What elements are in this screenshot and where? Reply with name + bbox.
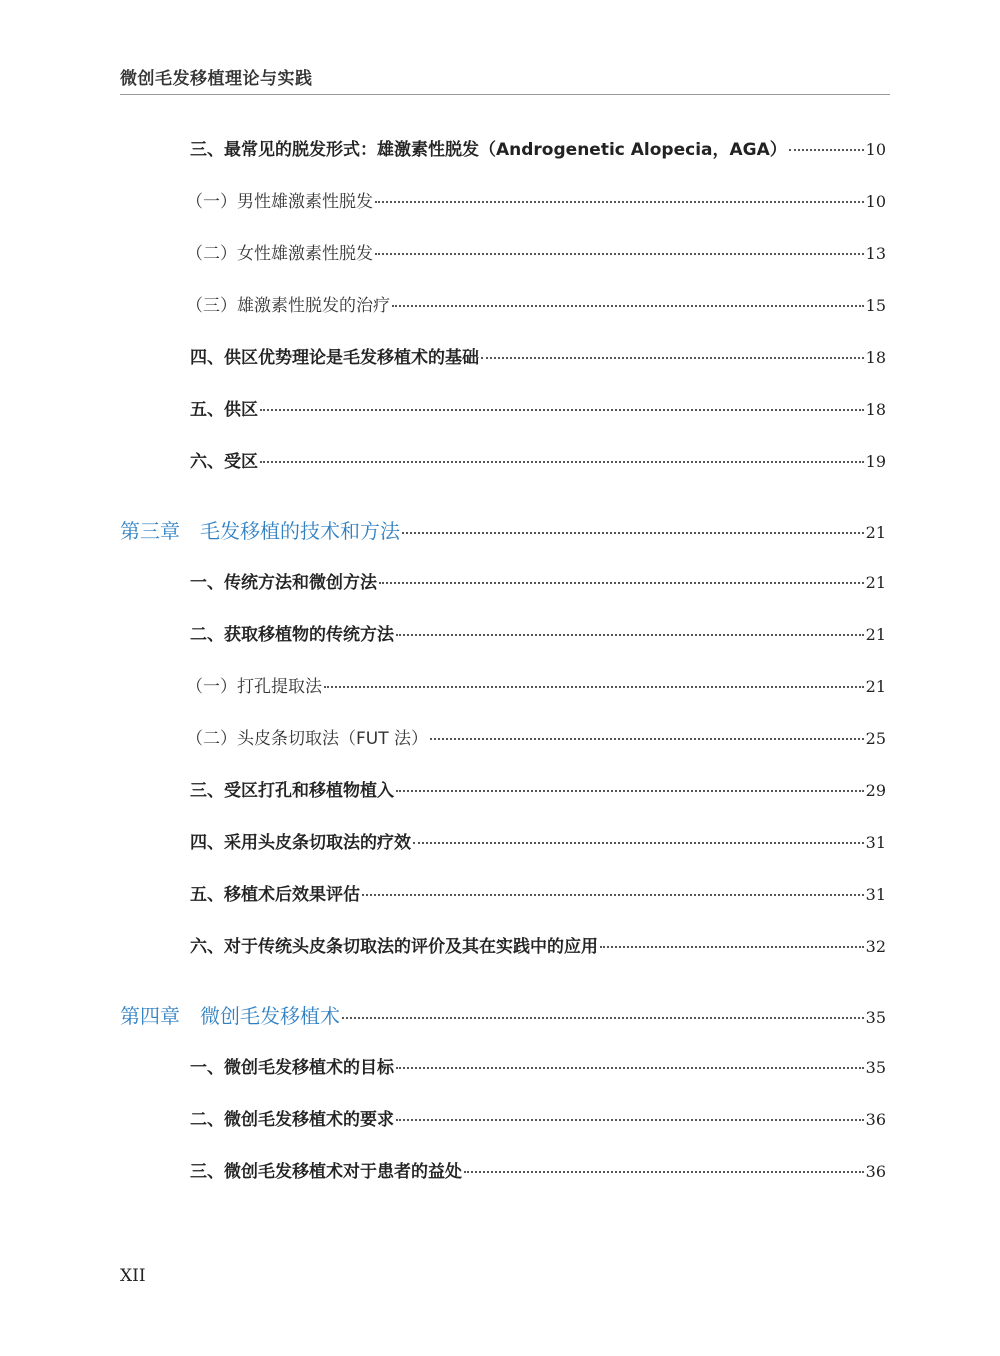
toc-entry[interactable] (190, 1157, 886, 1182)
toc-entry[interactable] (186, 724, 886, 749)
toc-entry[interactable] (190, 1053, 886, 1078)
toc-dot-leader (379, 582, 864, 584)
toc-entry-page: 21 (865, 573, 886, 592)
toc-entry[interactable] (190, 447, 886, 472)
toc-chapter-number: 第三章 (120, 519, 180, 543)
toc-entry[interactable] (190, 135, 886, 160)
toc-entry[interactable] (190, 568, 886, 593)
toc-dot-leader (464, 1171, 864, 1173)
toc-dot-leader (481, 357, 864, 359)
toc-entry-page: 10 (865, 140, 886, 159)
toc-dot-leader (402, 532, 864, 534)
toc-entry-page: 15 (865, 296, 886, 315)
toc-entry-label: 六、受区 (190, 452, 258, 472)
toc-chapter-entry[interactable] (120, 515, 886, 544)
toc-entry-page: 29 (865, 781, 886, 800)
toc-entry[interactable] (190, 395, 886, 420)
toc-entry[interactable] (190, 620, 886, 645)
toc-dot-leader (396, 1119, 864, 1121)
toc-entry-page: 18 (865, 348, 886, 367)
toc-entry-label: 五、移植术后效果评估 (190, 885, 360, 905)
toc-entry-page: 32 (865, 937, 886, 956)
toc-chapter-entry[interactable] (120, 1000, 886, 1029)
toc-entry-page: 31 (865, 833, 886, 852)
toc-entry[interactable] (190, 828, 886, 853)
toc-entry-label: 二、获取移植物的传统方法 (190, 625, 394, 645)
toc-entry[interactable] (186, 291, 886, 316)
toc-entry-label: 三、微创毛发移植术对于患者的益处 (190, 1162, 462, 1182)
toc-entry[interactable] (190, 776, 886, 801)
toc-dot-leader (375, 253, 864, 255)
toc-entry-page: 18 (865, 400, 886, 419)
toc-entry-page: 31 (865, 885, 886, 904)
toc-dot-leader (789, 149, 864, 151)
toc-entry-label: （二）头皮条切取法（FUT 法） (186, 729, 429, 749)
toc-entry[interactable] (190, 343, 886, 368)
toc-entry[interactable] (186, 672, 886, 697)
header-divider (120, 94, 890, 95)
toc-dot-leader (260, 461, 864, 463)
toc-entry-label: （三）雄激素性脱发的治疗 (186, 296, 390, 316)
toc-entry[interactable] (190, 880, 886, 905)
toc-chapter-number: 第四章 (120, 1004, 180, 1028)
toc-entry[interactable] (186, 239, 886, 264)
toc-dot-leader (396, 634, 864, 636)
toc-dot-leader (324, 686, 864, 688)
toc-entry-page: 35 (865, 1008, 886, 1027)
toc-entry-label: 四、采用头皮条切取法的疗效 (190, 833, 411, 853)
toc-entry-label: 三、受区打孔和移植物植入 (190, 781, 394, 801)
toc-entry-page: 21 (865, 625, 886, 644)
toc-dot-leader (362, 894, 864, 896)
toc-entry-page: 36 (865, 1162, 886, 1181)
toc-entry-label: 三、最常见的脱发形式：雄激素性脱发（Androgenetic Alopecia，AGA） (190, 140, 787, 160)
toc-entry-page: 13 (865, 244, 886, 263)
book-title: 微创毛发移植理论与实践 (120, 69, 313, 89)
toc-entry-label: （一）男性雄激素性脱发 (186, 192, 373, 212)
toc-entry[interactable] (190, 932, 886, 957)
page-number: XII (120, 1266, 146, 1286)
toc-entry[interactable] (190, 1105, 886, 1130)
toc-entry-page: 21 (865, 677, 886, 696)
toc-entry-page: 21 (865, 523, 886, 542)
toc-entry-label: 二、微创毛发移植术的要求 (190, 1110, 394, 1130)
toc-entry[interactable] (186, 187, 886, 212)
toc-entry-label: 一、传统方法和微创方法 (190, 573, 377, 593)
toc-entry-label: （二）女性雄激素性脱发 (186, 244, 373, 264)
toc-dot-leader (413, 842, 864, 844)
toc-dot-leader (260, 409, 864, 411)
toc-entry-label: 四、供区优势理论是毛发移植术的基础 (190, 348, 479, 368)
toc-dot-leader (392, 305, 864, 307)
toc-dot-leader (600, 946, 864, 948)
toc-dot-leader (430, 738, 864, 740)
toc-entry-page: 35 (865, 1058, 886, 1077)
toc-entry-label: 一、微创毛发移植术的目标 (190, 1058, 394, 1078)
toc-entry-page: 36 (865, 1110, 886, 1129)
toc-entry-label: 六、对于传统头皮条切取法的评价及其在实践中的应用 (190, 937, 598, 957)
toc-entry-page: 25 (865, 729, 886, 748)
toc-dot-leader (396, 1067, 864, 1069)
toc-dot-leader (342, 1017, 864, 1019)
toc-entry-page: 19 (865, 452, 886, 471)
toc-entry-page: 10 (865, 192, 886, 211)
toc-chapter-title: 微创毛发移植术 (200, 1004, 340, 1028)
toc-entry-label: 五、供区 (190, 400, 258, 420)
toc-dot-leader (375, 201, 864, 203)
toc-chapter-title: 毛发移植的技术和方法 (200, 519, 400, 543)
toc-entry-label: （一）打孔提取法 (186, 677, 322, 697)
toc-dot-leader (396, 790, 864, 792)
